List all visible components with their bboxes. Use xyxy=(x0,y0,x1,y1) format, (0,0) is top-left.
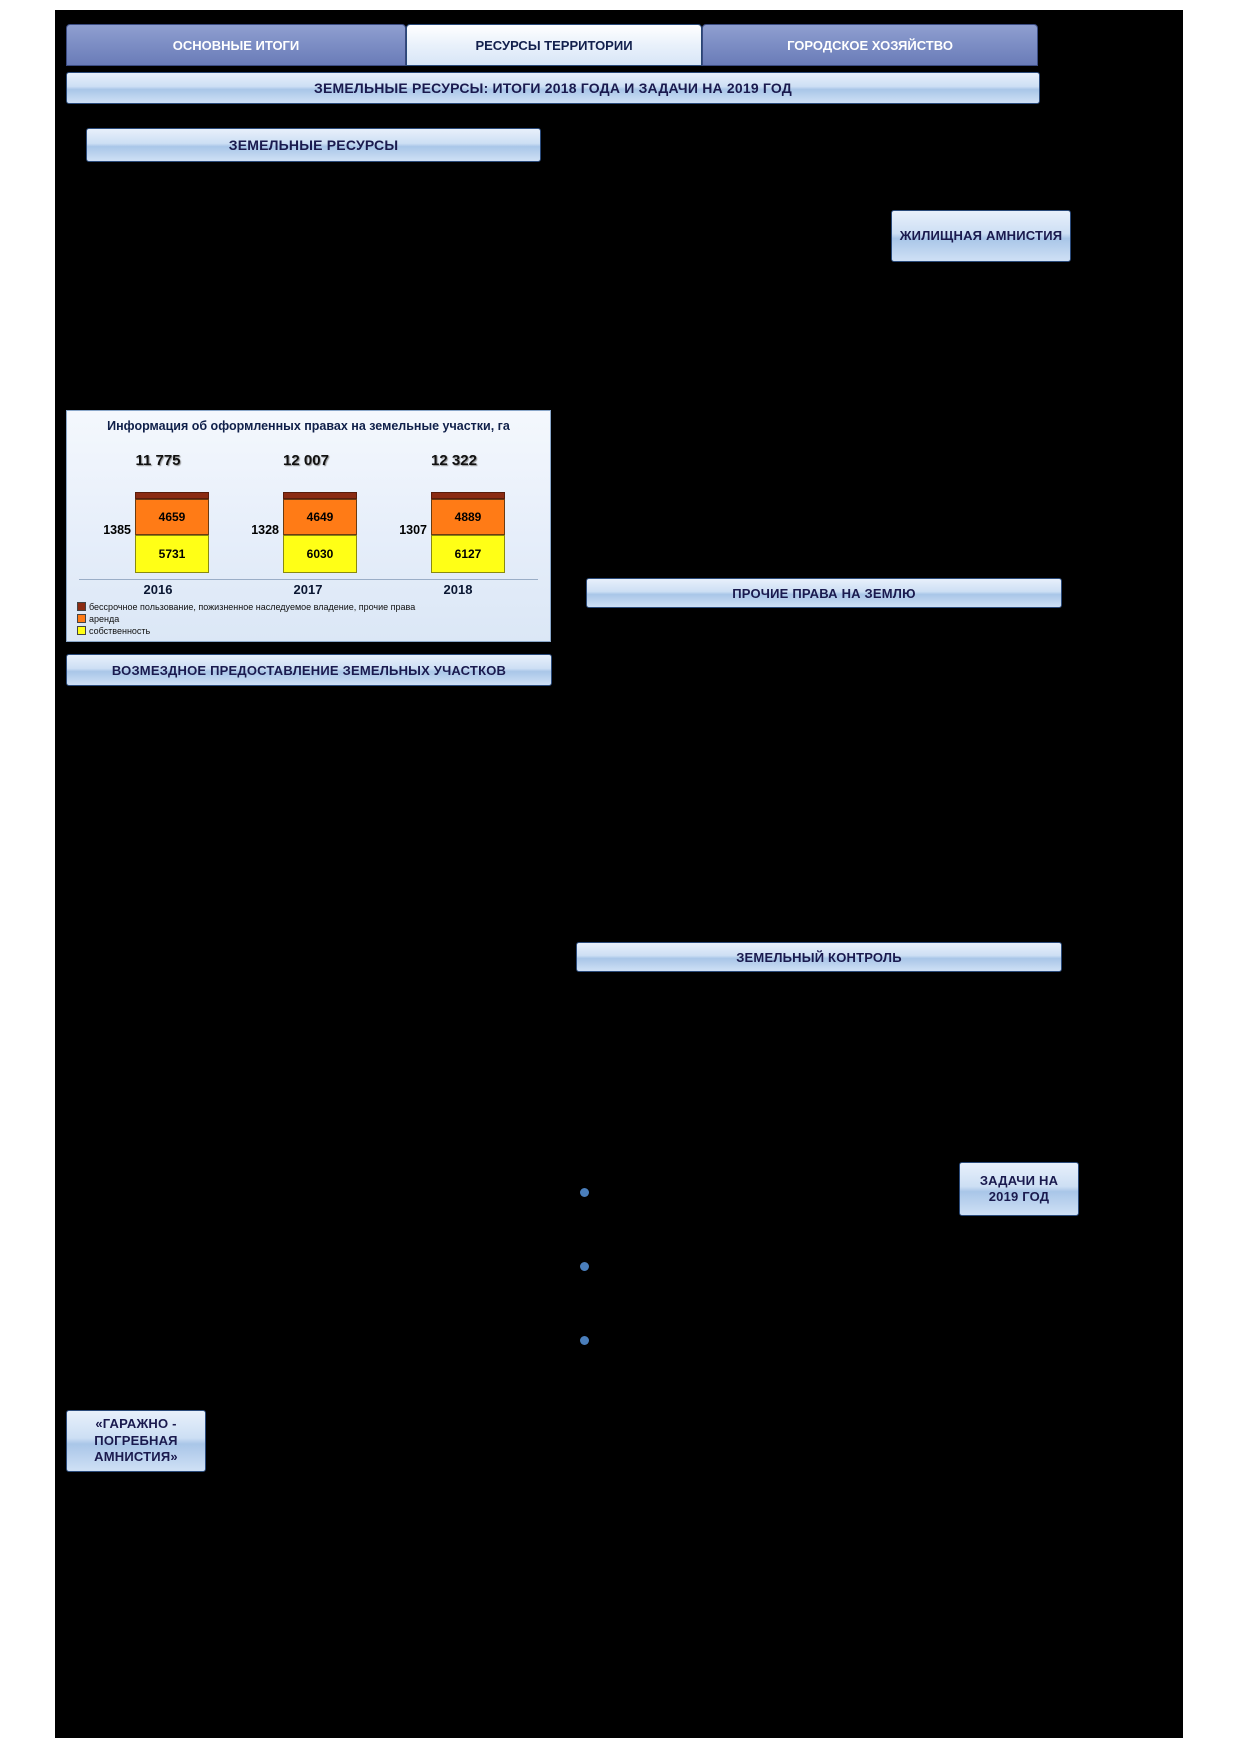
section-label: «ГАРАЖНО - ПОГРЕБНАЯ АМНИСТИЯ» xyxy=(94,1415,178,1465)
chart-segment-arenda-2018: 4889 xyxy=(431,499,505,535)
section-label: ВОЗМЕЗДНОЕ ПРЕДОСТАВЛЕНИЕ ЗЕМЕЛЬНЫХ УЧАСТКОВ xyxy=(111,662,507,678)
chart-legend xyxy=(77,601,542,637)
legend-swatch-icon xyxy=(77,602,86,611)
chart-segment-arenda-2017: 4649 xyxy=(283,499,357,535)
section-zhilishchnaya-amnistiya xyxy=(891,210,1071,262)
section-prochie-prava-na-zemlyu xyxy=(586,578,1062,608)
tab-label: ГОРОДСКОЕ ХОЗЯЙСТВО xyxy=(787,37,953,53)
legend-label: собственность xyxy=(89,625,151,636)
section-zemelnyi-kontrol xyxy=(576,942,1062,972)
section-zadachi-2019 xyxy=(959,1162,1079,1216)
legend-label: аренда xyxy=(89,613,120,624)
tab-gorodskoe-hozyaystvo[interactable] xyxy=(702,24,1038,66)
section-label: ПРОЧИЕ ПРАВА НА ЗЕМЛЮ xyxy=(732,585,916,601)
bullet-point-3 xyxy=(580,1336,589,1345)
tab-osnovnye-itogi[interactable] xyxy=(66,24,406,66)
section-vozmezdnoe-predostavlenie xyxy=(66,654,552,686)
bullet-point-2 xyxy=(580,1262,589,1271)
chart-segment-arenda-2016: 4659 xyxy=(135,499,209,535)
chart-side-value-2017: 1328 xyxy=(251,522,279,537)
section-label: ЗЕМЕЛЬНЫЙ КОНТРОЛЬ xyxy=(736,949,902,965)
tab-label: ОСНОВНЫЕ ИТОГИ xyxy=(172,37,300,53)
chart-bar-stack-2016 xyxy=(135,492,209,573)
legend-swatch-icon xyxy=(77,626,86,635)
page-title-text: ЗЕМЕЛЬНЫЕ РЕСУРСЫ: ИТОГИ 2018 ГОДА И ЗАДАЧИ НА 2019 ГОД xyxy=(314,80,792,96)
section-zemelnye-resursy xyxy=(86,128,541,162)
chart-total-2018: 12 322 xyxy=(431,451,477,469)
legend-item-sobstvennost xyxy=(77,625,542,637)
chart-category-2018: 2018 xyxy=(443,581,473,597)
chart-category-2017: 2017 xyxy=(293,581,323,597)
chart-total-2016: 11 775 xyxy=(135,451,181,469)
legend-label: бессрочное пользование, пожизненное наследуемое владение, прочие права xyxy=(89,601,416,612)
legend-swatch-icon xyxy=(77,614,86,623)
chart-total-2017: 12 007 xyxy=(283,451,329,469)
chart-segment-other-2018 xyxy=(431,492,505,499)
tab-resursy-territorii[interactable] xyxy=(406,24,702,66)
chart-segment-sobstvennost-2018: 6127 xyxy=(431,535,505,573)
chart-side-value-2018: 1307 xyxy=(399,522,427,537)
legend-item-other xyxy=(77,601,542,613)
chart-title: Информация об оформленных правах на земельные участки, га xyxy=(107,419,510,433)
chart-bar-stack-2018 xyxy=(431,492,505,573)
page-title xyxy=(66,72,1040,104)
section-label: ЗАДАЧИ НА 2019 ГОД xyxy=(979,1172,1059,1204)
section-label: ЗЕМЕЛЬНЫЕ РЕСУРСЫ xyxy=(228,137,399,153)
tab-label: РЕСУРСЫ ТЕРРИТОРИИ xyxy=(475,37,633,53)
chart-segment-sobstvennost-2016: 5731 xyxy=(135,535,209,573)
chart-category-labels xyxy=(79,582,538,597)
chart-segment-sobstvennost-2017: 6030 xyxy=(283,535,357,573)
chart-segment-other-2016 xyxy=(135,492,209,499)
chart-plot-area xyxy=(79,439,538,579)
section-garazhno-pogrebnaya-amnistiya xyxy=(66,1410,206,1472)
bullet-point-1 xyxy=(580,1188,589,1197)
chart-segment-other-2017 xyxy=(283,492,357,499)
section-label: ЖИЛИЩНАЯ АМНИСТИЯ xyxy=(899,227,1063,243)
chart-ownership-rights xyxy=(66,410,551,642)
slide-canvas xyxy=(55,10,1183,1738)
legend-item-arenda xyxy=(77,613,542,625)
chart-side-value-2016: 1385 xyxy=(103,522,131,537)
chart-bar-stack-2017 xyxy=(283,492,357,573)
chart-x-axis xyxy=(79,579,538,580)
chart-category-2016: 2016 xyxy=(143,581,173,597)
